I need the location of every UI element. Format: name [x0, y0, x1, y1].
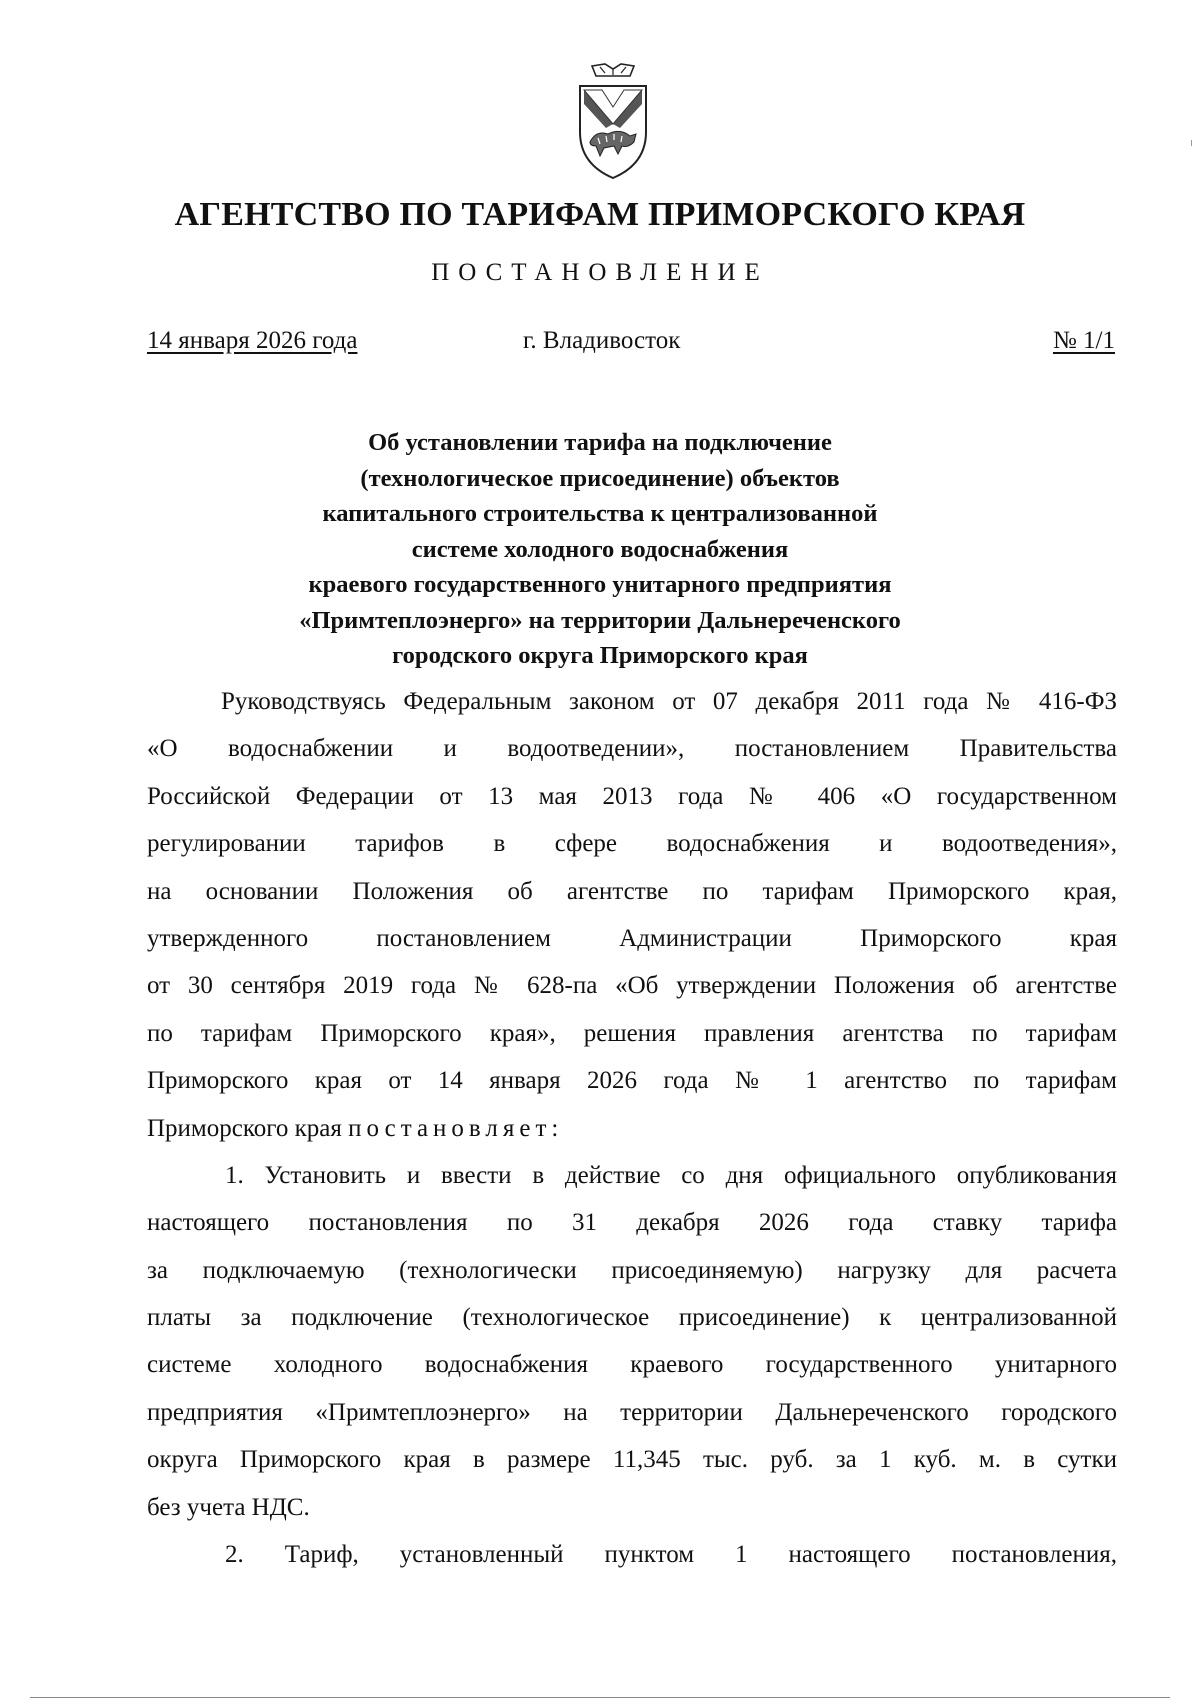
preamble-line: регулировании тарифов в сфере водоснабжения и водоотведения», — [147, 830, 1117, 858]
preamble-line: Руководствуясь Федеральным законом от 07 декабря 2011 года № 416-ФЗ — [221, 688, 1117, 715]
title-line: «Примтеплоэнерго» на территории Дальнереченского — [299, 606, 901, 634]
document-number: № 1/1 — [1052, 327, 1115, 354]
preamble-line: по тарифам Приморского края», решения правления агентства по тарифам — [147, 1019, 1117, 1047]
page-bottom-edge — [30, 1697, 1170, 1698]
preamble-line: Российской Федерации от 13 мая 2013 года № 406 «О государственном — [147, 782, 1117, 810]
item1-line: платы за подключение (технологическое присоединение) к централизованной — [147, 1304, 1117, 1332]
item1-line: предприятия «Примтеплоэнерго» на территории Дальнереченского городского — [147, 1398, 1117, 1426]
preamble-line: от 30 сентября 2019 года № 628-па «Об утверждении Положения об агентстве — [147, 972, 1117, 1000]
item1-line: без учета НДС. — [147, 1493, 310, 1521]
document-city: г. Владивосток — [523, 327, 681, 354]
title-line: капитального строительства к централизованной — [322, 500, 878, 527]
document-date: 14 января 2026 года — [147, 327, 358, 354]
preamble-line: «О водоснабжении и водоотведении», постановлением Правительства — [147, 735, 1117, 763]
agency-name: АГЕНТСТВО ПО ТАРИФАМ ПРИМОРСКОГО КРАЯ — [174, 196, 1026, 233]
preamble-line-last — [147, 1105, 1117, 1152]
preamble-line: на основании Положения об агентстве по тарифам Приморского края, — [147, 877, 1117, 905]
title-line: системе холодного водоснабжения — [411, 535, 789, 563]
title-line: краевого государственного унитарного предприятия — [308, 571, 892, 598]
title-line: Об установлении тарифа на подключение — [368, 429, 832, 456]
document-title — [200, 425, 1000, 674]
document-type: ПОСТАНОВЛЕНИЕ — [431, 259, 769, 286]
item1-line: 1. Установить и ввести в действие со дня официального опубликования — [225, 1161, 1117, 1189]
item2-line: 2. Тариф, установленный пунктом 1 настоящего постановления, — [225, 1541, 1117, 1569]
title-line: (технологическое присоединение) объектов — [360, 464, 840, 492]
item1-line: настоящего постановления по 31 декабря 2026 года ставку тарифа — [147, 1209, 1117, 1237]
resolves-keyword: постановляет: — [348, 1114, 564, 1142]
preamble-last-prefix: Приморского края — [147, 1114, 349, 1142]
item1-line: за подключаемую (технологически присоединяемую) нагрузку для расчета — [147, 1256, 1117, 1284]
preamble-line: Приморского края от 14 января 2026 года № 1 агентство по тарифам — [147, 1067, 1117, 1095]
preamble-line: утвержденного постановлением Администрации Приморского края — [147, 924, 1117, 952]
item1-line: округа Приморского края в размере 11,345 тыс. руб. за 1 куб. м. в сутки — [147, 1446, 1117, 1474]
title-line: городского округа Приморского края — [392, 642, 808, 669]
document-body — [147, 678, 1117, 1578]
item1-line: системе холодного водоснабжения краевого государственного унитарного — [147, 1351, 1117, 1379]
scan-edge-mark — [1191, 140, 1192, 146]
coat-of-arms-emblem — [572, 62, 654, 186]
